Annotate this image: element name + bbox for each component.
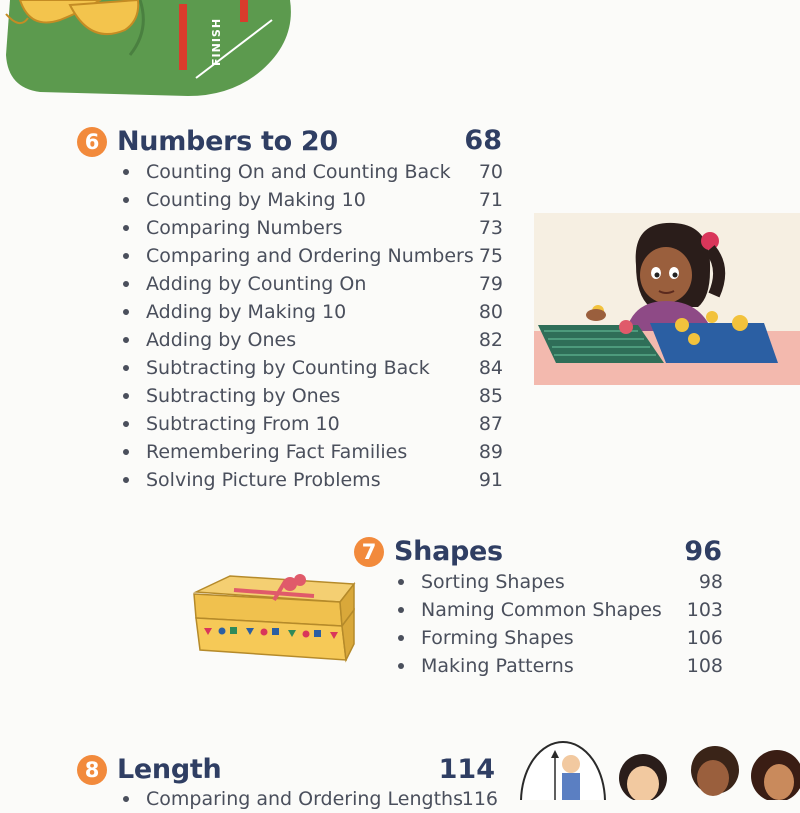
bullet-icon [123,253,129,259]
lesson-label: Making Patterns [421,655,574,677]
lesson-label: Counting On and Counting Back [146,161,451,183]
lesson-item[interactable] [398,652,723,680]
bullet-icon [123,365,129,371]
lesson-page-number: 106 [686,627,723,649]
chapter-number-badge: 6 [77,127,107,157]
lesson-item[interactable] [123,326,503,354]
bullet-icon [398,663,404,669]
bullet-icon [123,225,129,231]
chapter-number-badge: 8 [77,755,107,785]
lesson-label: Solving Picture Problems [146,469,381,491]
bullet-icon [398,607,404,613]
shapes-gift-box-illustration [190,570,360,666]
chapter-7-lesson-list [398,568,723,680]
lesson-item[interactable] [123,242,503,270]
chapter-page-number: 114 [438,754,495,785]
bullet-icon [123,477,129,483]
lesson-page-number: 116 [461,788,498,810]
bullet-icon [123,393,129,399]
lesson-page-number: 84 [478,357,503,379]
lesson-item[interactable] [123,410,503,438]
bullet-icon [123,281,129,287]
lesson-page-number: 71 [478,189,503,211]
lesson-item[interactable] [123,354,503,382]
lesson-label: Comparing Numbers [146,217,343,239]
lesson-page-number: 98 [698,571,723,593]
lesson-page-number: 73 [478,217,503,239]
bullet-icon [123,197,129,203]
lesson-page-number: 108 [686,655,723,677]
lesson-item[interactable] [123,214,503,242]
lesson-page-number: 87 [478,413,503,435]
lesson-label: Counting by Making 10 [146,189,366,211]
bullet-icon [123,309,129,315]
lesson-item[interactable] [123,186,503,214]
lesson-page-number: 79 [478,273,503,295]
children-height-illustration [515,740,800,800]
lesson-item[interactable] [398,568,723,596]
chapter-number-badge: 7 [354,537,384,567]
lesson-item[interactable] [123,438,503,466]
lesson-item[interactable] [398,596,723,624]
lesson-label: Adding by Counting On [146,273,367,295]
lesson-label: Comparing and Ordering Numbers [146,245,474,267]
lesson-label: Remembering Fact Families [146,441,408,463]
lesson-page-number: 85 [478,385,503,407]
lesson-item[interactable] [398,624,723,652]
bullet-icon [123,421,129,427]
race-track-illustration [0,0,300,100]
chapter-title: Shapes [394,536,503,567]
lesson-item[interactable] [123,382,503,410]
lesson-page-number: 70 [478,161,503,183]
lesson-item[interactable] [123,466,503,494]
chapter-title: Numbers to 20 [117,126,338,157]
lesson-page-number: 91 [478,469,503,491]
lesson-item[interactable] [123,298,503,326]
chapter-6-lesson-list [123,158,503,494]
lesson-label: Forming Shapes [421,627,574,649]
chapter-8-heading [77,754,221,785]
bullet-icon [123,337,129,343]
lesson-label: Adding by Making 10 [146,301,347,323]
bullet-icon [398,579,404,585]
chapter-page-number: 96 [684,536,722,567]
bullet-icon [123,169,129,175]
finish-sign-text: FINISH [210,17,223,66]
lesson-label: Naming Common Shapes [421,599,662,621]
bullet-icon [123,796,129,802]
lesson-page-number: 80 [478,301,503,323]
lesson-page-number: 75 [478,245,503,267]
lesson-item[interactable] [123,270,503,298]
chapter-page-number: 68 [464,125,502,156]
girl-counting-illustration [534,213,800,385]
bullet-icon [123,449,129,455]
bullet-icon [398,635,404,641]
lesson-label: Comparing and Ordering Lengths [146,788,463,810]
lesson-item[interactable] [123,785,498,813]
lesson-page-number: 89 [478,441,503,463]
chapter-6-heading [77,126,338,157]
lesson-label: Subtracting From 10 [146,413,340,435]
lesson-label: Subtracting by Counting Back [146,357,430,379]
lesson-page-number: 82 [478,329,503,351]
lesson-label: Subtracting by Ones [146,385,341,407]
lesson-item[interactable] [123,158,503,186]
chapter-title: Length [117,754,222,785]
chapter-7-heading [354,536,503,567]
lesson-label: Adding by Ones [146,329,297,351]
lesson-page-number: 103 [686,599,723,621]
chapter-8-lesson-list [123,785,498,813]
lesson-label: Sorting Shapes [421,571,565,593]
